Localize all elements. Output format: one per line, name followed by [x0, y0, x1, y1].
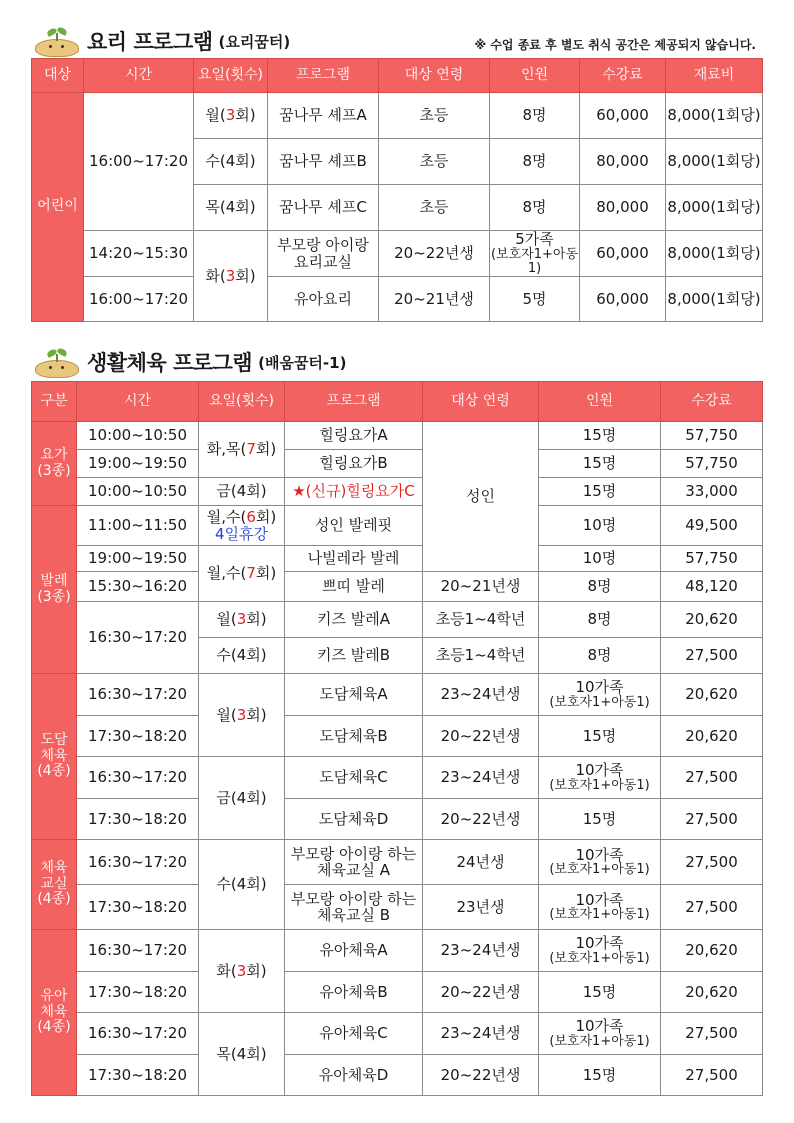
- people-cell: 8명: [539, 638, 661, 674]
- people-cell: 10명: [539, 546, 661, 572]
- table-row: [32, 93, 763, 139]
- time-cell: 15:30~16:20: [77, 572, 199, 602]
- fee-cell: 48,120: [661, 572, 763, 602]
- cooking-note: ※ 수업 종료 후 별도 취식 공간은 제공되지 않습니다.: [474, 38, 756, 52]
- time-cell: 14:20~15:30: [84, 231, 194, 277]
- cooking-table: [31, 58, 763, 322]
- time-cell: 19:00~19:50: [77, 450, 199, 478]
- time-cell: 11:00~11:50: [77, 506, 199, 546]
- header-cell: 프로그램: [268, 59, 379, 93]
- header-cell: 시간: [77, 382, 199, 422]
- time-cell: 16:30~17:20: [77, 674, 199, 716]
- program-cell: 힐링요가B: [285, 450, 423, 478]
- time-cell: 16:30~17:20: [77, 602, 199, 674]
- fee-cell: 60,000: [580, 93, 666, 139]
- fee-cell: 27,500: [661, 840, 763, 885]
- people-cell: 10명: [539, 506, 661, 546]
- table-row: [32, 840, 763, 885]
- fee-cell: 20,620: [661, 674, 763, 716]
- program-cell: 도담체육D: [285, 799, 423, 840]
- age-cell: 초등1~4학년: [423, 638, 539, 674]
- program-cell: 쁘띠 발레: [285, 572, 423, 602]
- day-cell: 수(4회): [194, 139, 268, 185]
- fee-cell: 60,000: [580, 277, 666, 322]
- program-cell: 키즈 발레B: [285, 638, 423, 674]
- program-cell: 성인 발레핏: [285, 506, 423, 546]
- program-cell: 부모랑 아이랑 하는 체육교실 B: [285, 885, 423, 930]
- time-cell: 17:30~18:20: [77, 972, 199, 1013]
- fee-cell: 27,500: [661, 757, 763, 799]
- table-header-row: [32, 382, 763, 422]
- cooking-section-header: [31, 26, 290, 56]
- sports-section-header: [31, 347, 346, 377]
- table-header-row: [32, 59, 763, 93]
- day-cell: 월,수(6회) 4일휴강: [199, 506, 285, 546]
- header-cell: 시간: [84, 59, 194, 93]
- time-cell: 16:30~17:20: [77, 757, 199, 799]
- table-row: [32, 231, 763, 277]
- fee-cell: 27,500: [661, 638, 763, 674]
- header-cell: 수강료: [580, 59, 666, 93]
- time-cell: 16:00~17:20: [84, 277, 194, 322]
- age-cell: 23~24년생: [423, 1013, 539, 1055]
- program-cell: 유아체육B: [285, 972, 423, 1013]
- day-cell: 수(4회): [199, 638, 285, 674]
- time-cell: 19:00~19:50: [77, 546, 199, 572]
- people-cell: 15명: [539, 799, 661, 840]
- category-cell: 도담 체육 (4종): [32, 674, 77, 840]
- header-cell: 요일(횟수): [194, 59, 268, 93]
- table-row: [32, 478, 763, 506]
- category-cell: 어린이: [32, 93, 84, 322]
- program-cell: 도담체육C: [285, 757, 423, 799]
- header-cell: 프로그램: [285, 382, 423, 422]
- table-row: [32, 757, 763, 799]
- fee-cell: 80,000: [580, 185, 666, 231]
- fee-cell: 80,000: [580, 139, 666, 185]
- time-cell: 10:00~10:50: [77, 422, 199, 450]
- time-cell: 16:00~17:20: [84, 93, 194, 231]
- day-cell: 목(4회): [199, 1013, 285, 1096]
- people-cell: 15명: [539, 716, 661, 757]
- fee-cell: 57,750: [661, 546, 763, 572]
- age-cell: 20~21년생: [379, 277, 490, 322]
- people-cell: 15명: [539, 422, 661, 450]
- age-cell: 24년생: [423, 840, 539, 885]
- program-cell: 키즈 발레A: [285, 602, 423, 638]
- time-cell: 17:30~18:20: [77, 799, 199, 840]
- category-cell: 유아 체육 (4종): [32, 930, 77, 1096]
- age-cell: 23~24년생: [423, 930, 539, 972]
- table-row: [32, 546, 763, 572]
- header-cell: 대상 연령: [423, 382, 539, 422]
- fee-cell: 27,500: [661, 1055, 763, 1096]
- table-row: [32, 277, 763, 322]
- material-cell: 8,000(1회당): [666, 139, 763, 185]
- header-cell: 요일(횟수): [199, 382, 285, 422]
- header-cell: 수강료: [661, 382, 763, 422]
- table-row: [32, 602, 763, 638]
- category-cell: 발레 (3종): [32, 506, 77, 674]
- table-row: [32, 885, 763, 930]
- fee-cell: 57,750: [661, 450, 763, 478]
- sports-subtitle: (배움꿈터-1): [258, 353, 347, 372]
- sprout-icon: [31, 27, 81, 55]
- table-row: [32, 716, 763, 757]
- table-row: [32, 674, 763, 716]
- table-row: [32, 799, 763, 840]
- age-cell: 23~24년생: [423, 757, 539, 799]
- header-cell: 인원: [539, 382, 661, 422]
- age-cell: 20~21년생: [423, 572, 539, 602]
- day-cell: 월,수(7회): [199, 546, 285, 602]
- age-cell: 초등: [379, 139, 490, 185]
- fee-cell: 20,620: [661, 930, 763, 972]
- program-cell: 힐링요가A: [285, 422, 423, 450]
- table-row: [32, 1055, 763, 1096]
- category-cell: 체육 교실 (4종): [32, 840, 77, 930]
- age-cell: 초등1~4학년: [423, 602, 539, 638]
- header-cell: 인원: [490, 59, 580, 93]
- program-cell: 유아체육D: [285, 1055, 423, 1096]
- people-cell: 15명: [539, 478, 661, 506]
- age-cell: 23~24년생: [423, 674, 539, 716]
- time-cell: 10:00~10:50: [77, 478, 199, 506]
- table-row: [32, 572, 763, 602]
- fee-cell: 27,500: [661, 1013, 763, 1055]
- fee-cell: 49,500: [661, 506, 763, 546]
- people-cell: 10가족 (보호자1+아동1): [539, 930, 661, 972]
- table-row: [32, 422, 763, 450]
- fee-cell: 20,620: [661, 972, 763, 1013]
- people-cell: 10가족 (보호자1+아동1): [539, 757, 661, 799]
- day-cell: 금(4회): [199, 757, 285, 840]
- age-cell: 20~22년생: [423, 1055, 539, 1096]
- day-cell: 금(4회): [199, 478, 285, 506]
- time-cell: 17:30~18:20: [77, 1055, 199, 1096]
- program-cell: 부모랑 아이랑 요리교실: [268, 231, 379, 277]
- age-cell: 20~22년생: [379, 231, 490, 277]
- sports-table: [31, 381, 763, 1096]
- age-cell: 초등: [379, 93, 490, 139]
- people-cell: 8명: [539, 602, 661, 638]
- people-cell: 15명: [539, 972, 661, 1013]
- program-cell: 도담체육A: [285, 674, 423, 716]
- program-cell: 도담체육B: [285, 716, 423, 757]
- time-cell: 16:30~17:20: [77, 1013, 199, 1055]
- cooking-title: 요리 프로그램: [87, 30, 213, 54]
- table-row: [32, 506, 763, 546]
- program-cell: 부모랑 아이랑 하는 체육교실 A: [285, 840, 423, 885]
- sprout-icon: [31, 348, 81, 376]
- program-cell: 유아체육C: [285, 1013, 423, 1055]
- program-cell: ★(신규)힐링요가C: [285, 478, 423, 506]
- fee-cell: 60,000: [580, 231, 666, 277]
- fee-cell: 33,000: [661, 478, 763, 506]
- people-cell: 15명: [539, 450, 661, 478]
- day-cell: 월(3회): [194, 93, 268, 139]
- fee-cell: 27,500: [661, 799, 763, 840]
- time-cell: 17:30~18:20: [77, 716, 199, 757]
- day-cell: 월(3회): [199, 602, 285, 638]
- program-cell: 꿈나무 셰프B: [268, 139, 379, 185]
- people-cell: 8명: [490, 185, 580, 231]
- age-cell: 20~22년생: [423, 972, 539, 1013]
- cooking-subtitle: (요리꿈터): [218, 32, 291, 51]
- people-cell: 10가족 (보호자1+아동1): [539, 885, 661, 930]
- day-cell: 목(4회): [194, 185, 268, 231]
- people-cell: 5가족 (보호자1+아동1): [490, 230, 579, 276]
- category-cell: 요가 (3종): [32, 422, 77, 506]
- header-cell: 대상: [32, 59, 84, 93]
- day-cell: 화(3회): [194, 231, 268, 322]
- material-cell: 8,000(1회당): [666, 185, 763, 231]
- people-cell: 10가족 (보호자1+아동1): [539, 674, 661, 716]
- people-cell: 8명: [539, 572, 661, 602]
- program-cell: 유아요리: [268, 277, 379, 322]
- people-cell: 8명: [490, 139, 580, 185]
- time-cell: 17:30~18:20: [77, 885, 199, 930]
- table-row: [32, 930, 763, 972]
- time-cell: 16:30~17:20: [77, 930, 199, 972]
- program-cell: 유아체육A: [285, 930, 423, 972]
- program-cell: 나빌레라 발레: [285, 546, 423, 572]
- age-cell: 20~22년생: [423, 799, 539, 840]
- material-cell: 8,000(1회당): [666, 277, 763, 322]
- people-cell: 5명: [490, 277, 580, 322]
- day-cell: 화,목(7회): [199, 422, 285, 478]
- program-cell: 꿈나무 셰프C: [268, 185, 379, 231]
- day-cell: 화(3회): [199, 930, 285, 1013]
- fee-cell: 57,750: [661, 422, 763, 450]
- header-cell: 구분: [32, 382, 77, 422]
- time-cell: 16:30~17:20: [77, 840, 199, 885]
- table-row: [32, 972, 763, 1013]
- sports-title: 생활체육 프로그램: [87, 351, 253, 375]
- table-row: [32, 1013, 763, 1055]
- material-cell: 8,000(1회당): [666, 93, 763, 139]
- age-cell: 초등: [379, 185, 490, 231]
- header-cell: 재료비: [666, 59, 763, 93]
- people-cell: 10가족 (보호자1+아동1): [539, 1013, 661, 1055]
- day-cell: 월(3회): [199, 674, 285, 757]
- table-row: [32, 450, 763, 478]
- day-cell: 수(4회): [199, 840, 285, 930]
- people-cell: 8명: [490, 93, 580, 139]
- fee-cell: 27,500: [661, 885, 763, 930]
- age-cell: 성인: [423, 422, 539, 572]
- people-cell: 10가족 (보호자1+아동1): [539, 840, 661, 885]
- fee-cell: 20,620: [661, 602, 763, 638]
- people-cell: 15명: [539, 1055, 661, 1096]
- program-cell: 꿈나무 셰프A: [268, 93, 379, 139]
- age-cell: 23년생: [423, 885, 539, 930]
- fee-cell: 20,620: [661, 716, 763, 757]
- header-cell: 대상 연령: [379, 59, 490, 93]
- material-cell: 8,000(1회당): [666, 231, 763, 277]
- age-cell: 20~22년생: [423, 716, 539, 757]
